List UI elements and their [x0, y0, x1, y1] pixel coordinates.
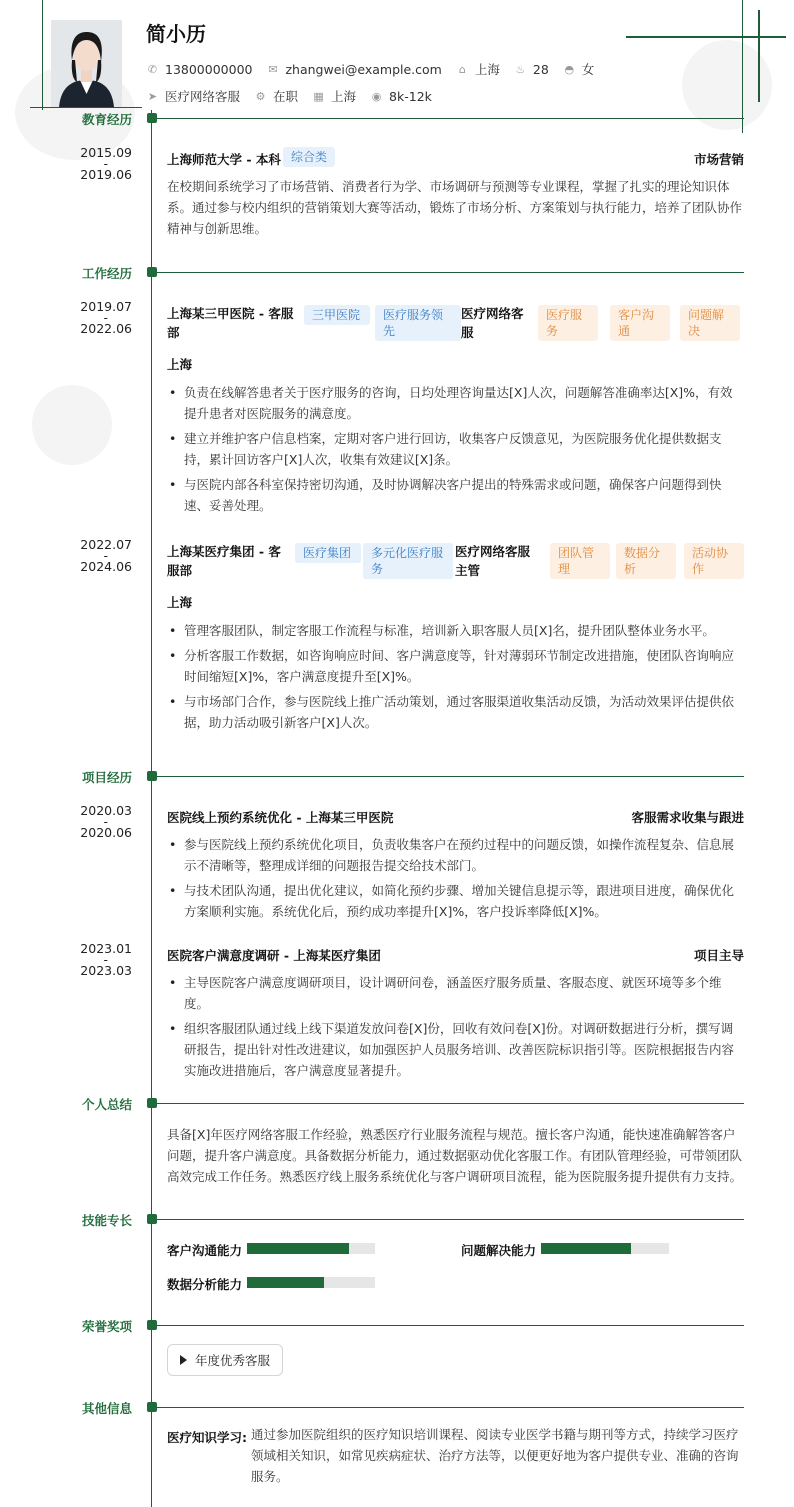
section-dot — [147, 1214, 157, 1224]
status-item — [254, 87, 298, 105]
section-title-education: 教育经历 — [81, 112, 132, 127]
target-city-item — [312, 87, 356, 105]
project-title: 医院线上预约系统优化 - 上海某三甲医院 — [167, 810, 394, 825]
honor-chip — [167, 1344, 283, 1376]
edu-tag: 综合类 — [283, 147, 335, 167]
list-item: • 管理客服团队，制定客服工作流程与标准，培训新入职客服人员[X]名，提升团队整体业务水平。 — [167, 620, 744, 641]
list-item: • 建立并维护客户信息档案，定期对客户进行回访，收集客户反馈意见，为医院服务优化提供数据支持，累计回访客户[X]人次，收集有效建议[X]条。 — [167, 428, 744, 470]
other-label: 医疗知识学习: — [167, 1430, 247, 1445]
coin-icon: ◉ — [371, 89, 382, 103]
cake-icon: ♨ — [515, 62, 526, 76]
phone-text: 13800000000 — [165, 61, 253, 77]
job-text: 医疗网络客服 — [165, 89, 241, 104]
gear-icon: ⚙ — [255, 89, 266, 103]
phone-item — [146, 62, 252, 77]
gender-item — [563, 60, 595, 78]
edu-date: 2015.09 - 2019.06 — [80, 145, 132, 182]
list-item: • 主导医院客户满意度调研项目，设计调研问卷，涵盖医疗服务质量、客服态度、就医环境等多个维度。 — [167, 972, 744, 1014]
list-item: • 与技术团队沟通，提出优化建议，如简化预约步骤、增加关键信息提示等，跟进项目进度，确保优化方案顺利实施。系统优化后，预约成功率提升[X]%，客户投诉率降低[X]%。 — [167, 880, 744, 922]
city-item — [456, 60, 500, 78]
list-item: • 与市场部门合作，参与医院线上推广活动策划，通过客服渠道收集活动反馈，为活动效果评估提供依据，助力活动吸引新客户[X]人次。 — [167, 691, 744, 733]
section-dot — [147, 1402, 157, 1412]
skill-bar — [541, 1243, 669, 1254]
age-text: 28 — [532, 61, 549, 77]
work-role: 医疗网络客服主管 — [455, 544, 531, 578]
project-bullets — [167, 972, 744, 1085]
work-date: 2022.07 - 2024.06 — [80, 537, 132, 574]
salary-text: 8k-12k — [389, 88, 432, 104]
edu-description: 在校期间系统学习了市场营销、消费者行为学、市场调研与预测等专业课程，掌握了扎实的理论知识体系。通过参与校内组织的营销策划大赛等活动，锻炼了市场分析、方案策划与执行能力，培养了团队协作精神与创新思维。 — [167, 179, 743, 236]
city-text: 上海 — [474, 62, 500, 77]
project-date: 2020.03 - 2020.06 — [80, 803, 132, 840]
work-date: 2019.07 - 2022.06 — [80, 299, 132, 336]
status-text: 在职 — [273, 89, 299, 104]
honor-text: 年度优秀客服 — [195, 1353, 271, 1368]
send-icon: ➤ — [147, 89, 158, 103]
work-skill-tag: 数据分析 — [616, 543, 676, 579]
building-icon: ▦ — [313, 89, 324, 103]
target-city-text: 上海 — [331, 89, 357, 104]
section-dot — [147, 1098, 157, 1108]
section-dot — [147, 771, 157, 781]
skill-fill — [247, 1277, 324, 1288]
decor-line — [30, 107, 142, 108]
list-item: • 与医院内部各科室保持密切沟通，及时协调解决客户提出的特殊需求或问题，确保客户问题得到快速、妥善处理。 — [167, 474, 744, 516]
age-item — [514, 62, 549, 77]
work-tag: 三甲医院 — [304, 305, 370, 325]
email-item — [266, 62, 441, 77]
section-title-work: 工作经历 — [81, 266, 132, 281]
list-item: • 负责在线解答患者关于医疗服务的咨询，日均处理咨询量达[X]人次，问题解答准确率达[X]%，有效提升患者对医院服务的满意度。 — [167, 382, 744, 424]
timeline-spine — [151, 110, 152, 1507]
list-item: • 分析客服工作数据，如咨询响应时间、客户满意度等，针对薄弱环节制定改进措施，使团队咨询响应时间缩短[X]%，客户满意度提升至[X]%。 — [167, 645, 744, 687]
work-tag: 医疗服务领先 — [375, 305, 461, 341]
phone-icon: ✆ — [147, 62, 158, 76]
work-company: 上海某医疗集团 - 客服部 — [167, 544, 281, 578]
section-title-skills: 技能专长 — [81, 1213, 132, 1228]
work-tag: 医疗集团 — [295, 543, 361, 563]
work-skill-tag: 客户沟通 — [610, 305, 670, 341]
section-title-honors: 荣誉奖项 — [81, 1319, 132, 1334]
salary-item — [370, 89, 432, 104]
work-city: 上海 — [167, 595, 193, 610]
decor-line — [626, 36, 786, 38]
other-text: 通过参加医院组织的医疗知识培训课程、阅读专业医学书籍与期刊等方式，持续学习医疗领域相关知识，如常见疾病症状、治疗方法等，以便更好地为客户提供专业、准确的咨询服务。 — [251, 1427, 739, 1484]
project-role: 项目主导 — [693, 948, 744, 963]
work-skill-tag: 团队管理 — [550, 543, 610, 579]
decor-circle — [32, 385, 112, 465]
edu-school: 上海师范大学 - 本科 — [167, 152, 281, 167]
intent-row — [146, 87, 446, 105]
section-dot — [147, 113, 157, 123]
section-dot — [147, 1320, 157, 1330]
project-title: 医院客户满意度调研 - 上海某医疗集团 — [167, 948, 381, 963]
skill-label: 客户沟通能力 — [167, 1243, 243, 1258]
decor-line — [42, 0, 43, 110]
project-date: 2023.01 - 2023.03 — [80, 941, 132, 978]
section-divider — [157, 1103, 744, 1104]
play-icon — [180, 1355, 187, 1365]
job-item — [146, 87, 240, 105]
work-role: 医疗网络客服 — [461, 306, 524, 340]
skill-label: 数据分析能力 — [167, 1277, 243, 1292]
work-bullets — [167, 620, 744, 737]
contact-row — [146, 60, 608, 78]
section-title-other: 其他信息 — [81, 1401, 132, 1416]
decor-line — [758, 10, 760, 102]
section-divider — [157, 776, 744, 777]
section-title-summary: 个人总结 — [81, 1097, 132, 1112]
list-item: • 参与医院线上预约系统优化项目，负责收集客户在预约过程中的问题反馈，如操作流程复杂、信息展示不清晰等，整理成详细的问题报告提交给技术部门。 — [167, 834, 744, 876]
section-title-project: 项目经历 — [81, 770, 132, 785]
skill-label: 问题解决能力 — [461, 1243, 537, 1258]
work-tag: 多元化医疗服务 — [363, 543, 453, 579]
edu-major: 市场营销 — [693, 152, 744, 167]
summary-text: 具备[X]年医疗网络客服工作经验，熟悉医疗行业服务流程与规范。擅长客户沟通，能快速准确解答客户问题，提升客户满意度。具备数据分析能力，通过数据驱动优化客服工作。有团队管理经验，可带领团队高效完成工作任务。熟悉医疗线上服务系统优化与客户调研项目流程，能为医院服务提升提供有力支持。 — [167, 1127, 743, 1184]
gender-icon: ◓ — [564, 62, 575, 76]
mail-icon: ✉ — [268, 62, 278, 76]
section-divider — [157, 1219, 744, 1220]
list-item: • 组织客服团队通过线上线下渠道发放问卷[X]份，回收有效问卷[X]份。对调研数据进行分析，撰写调研报告，提出针对性改进建议，如加强医护人员服务培训、改善医院标识指引等。医院根据报告内容实施改进措施后，客户满意度显著提升。 — [167, 1018, 744, 1081]
gender-text: 女 — [581, 62, 595, 77]
home-icon: ⌂ — [458, 62, 466, 76]
work-city: 上海 — [167, 357, 193, 372]
project-bullets — [167, 834, 744, 926]
skill-bar — [247, 1277, 375, 1288]
work-bullets — [167, 382, 744, 520]
skill-fill — [541, 1243, 631, 1254]
skill-fill — [247, 1243, 349, 1254]
work-company: 上海某三甲医院 - 客服部 — [167, 306, 294, 340]
candidate-name: 简小历 — [146, 22, 206, 46]
section-divider — [157, 1325, 744, 1326]
avatar-photo — [51, 20, 122, 107]
work-skill-tag: 活动协作 — [684, 543, 744, 579]
avatar-icon — [51, 20, 122, 107]
skill-bar — [247, 1243, 375, 1254]
section-divider — [157, 118, 744, 119]
work-skill-tag: 问题解决 — [680, 305, 740, 341]
section-divider — [157, 1407, 744, 1408]
email-text: zhangwei@example.com — [285, 61, 442, 77]
section-dot — [147, 267, 157, 277]
section-divider — [157, 272, 744, 273]
work-skill-tag: 医疗服务 — [538, 305, 598, 341]
decor-line — [742, 0, 743, 133]
project-role: 客服需求收集与跟进 — [631, 810, 744, 825]
